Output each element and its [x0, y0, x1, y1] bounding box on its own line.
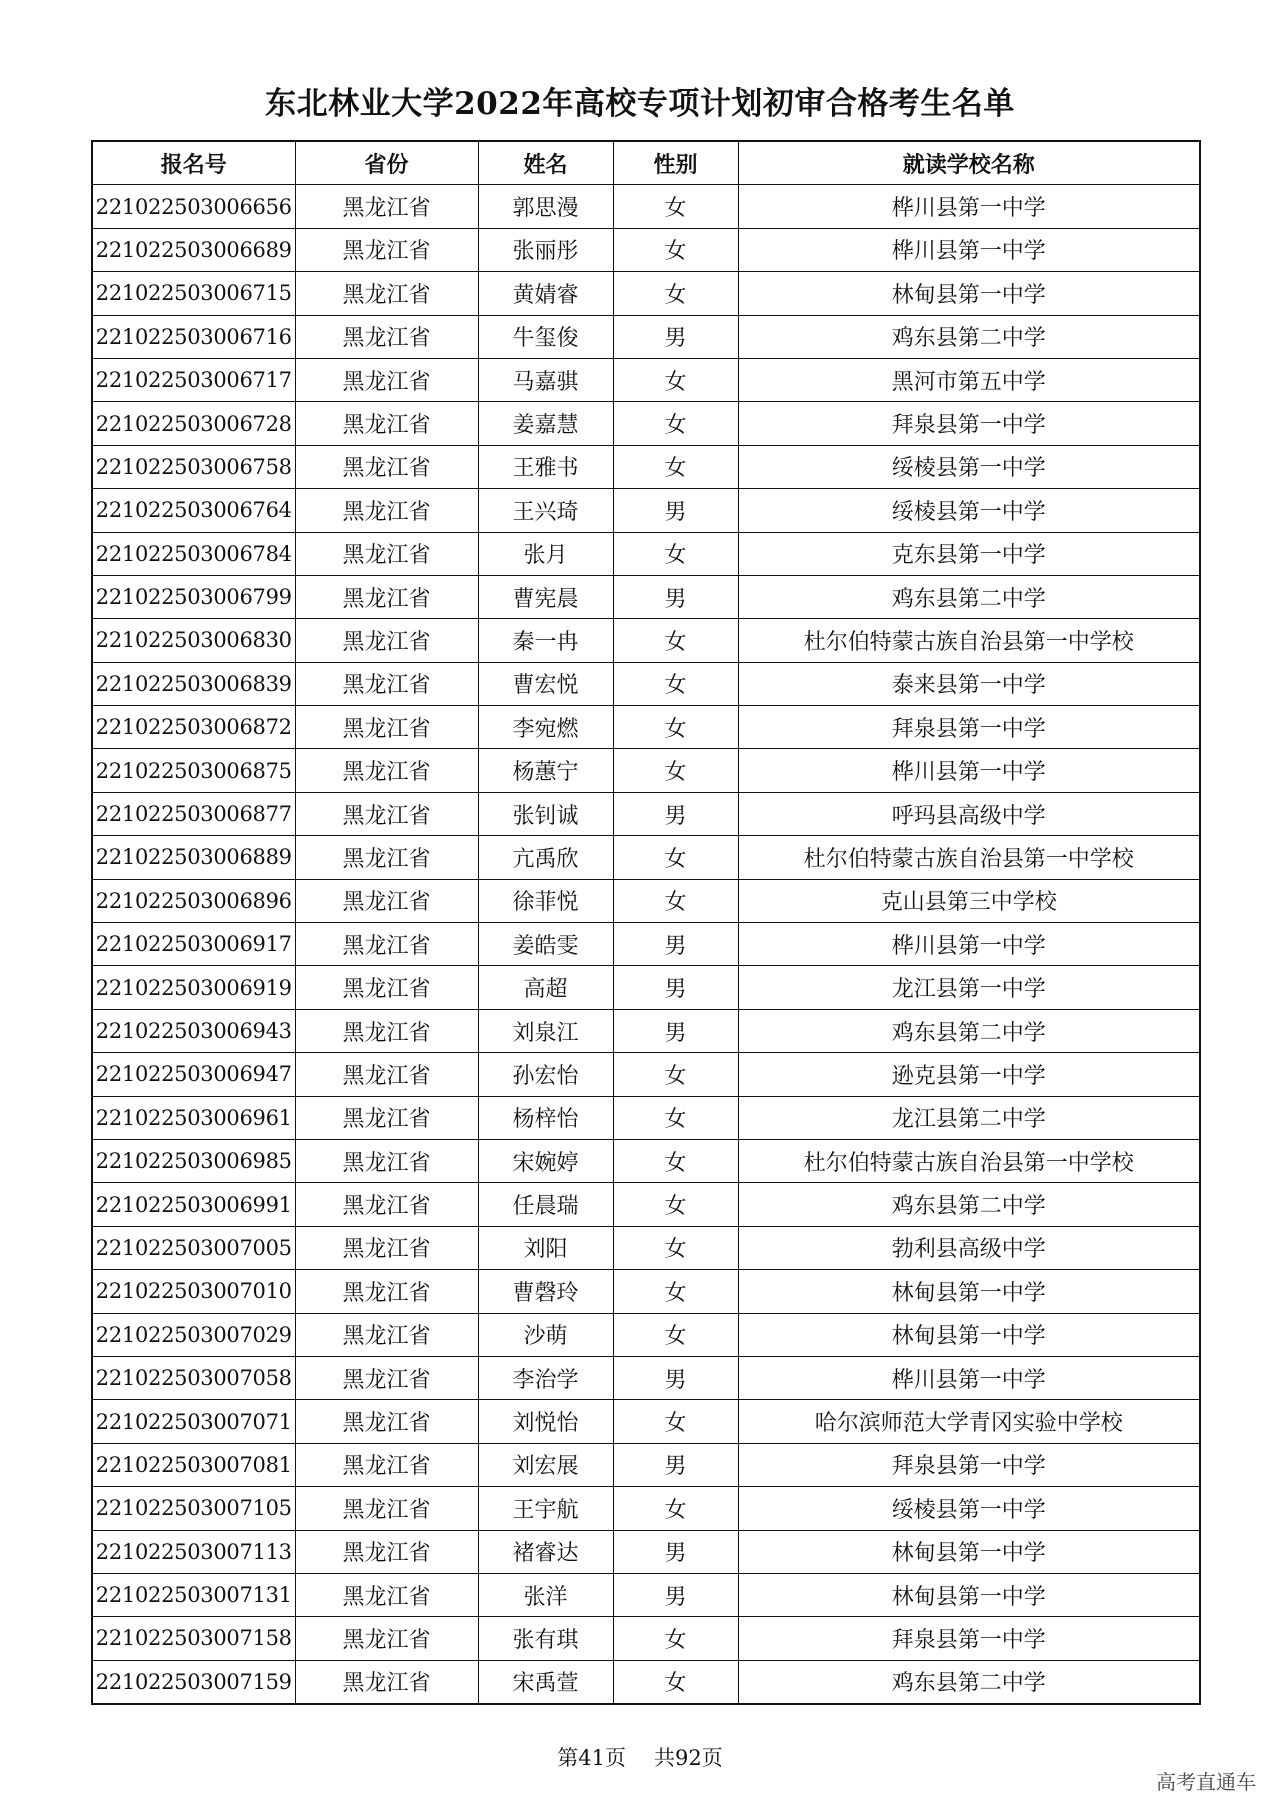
cell-province: 黑龙江省	[295, 966, 478, 1009]
cell-school: 绥棱县第一中学	[738, 489, 1200, 532]
table-row	[92, 1270, 1200, 1313]
cell-province: 黑龙江省	[295, 662, 478, 705]
applicant-table	[91, 140, 1201, 1705]
cell-gender: 女	[613, 185, 738, 228]
cell-registration-number: 221022503006715	[92, 272, 295, 315]
cell-gender: 女	[613, 1226, 738, 1269]
cell-registration-number: 221022503006830	[92, 619, 295, 662]
cell-province: 黑龙江省	[295, 749, 478, 792]
cell-province: 黑龙江省	[295, 1226, 478, 1269]
cell-gender: 女	[613, 1270, 738, 1313]
cell-province: 黑龙江省	[295, 1487, 478, 1530]
header-province: 省份	[295, 141, 478, 185]
cell-province: 黑龙江省	[295, 1400, 478, 1443]
cell-province: 黑龙江省	[295, 575, 478, 618]
cell-gender: 男	[613, 792, 738, 835]
cell-name: 张丽彤	[478, 228, 613, 271]
cell-gender: 女	[613, 1313, 738, 1356]
cell-school: 拜泉县第一中学	[738, 402, 1200, 445]
table-row	[92, 1400, 1200, 1443]
cell-province: 黑龙江省	[295, 1530, 478, 1573]
cell-school: 桦川县第一中学	[738, 228, 1200, 271]
cell-school: 勃利县高级中学	[738, 1226, 1200, 1269]
cell-name: 沙萌	[478, 1313, 613, 1356]
cell-school: 克山县第三中学校	[738, 879, 1200, 922]
cell-gender: 女	[613, 402, 738, 445]
cell-name: 牛玺俊	[478, 315, 613, 358]
cell-registration-number: 221022503007005	[92, 1226, 295, 1269]
cell-province: 黑龙江省	[295, 1270, 478, 1313]
cell-school: 林甸县第一中学	[738, 1270, 1200, 1313]
cell-registration-number: 221022503006947	[92, 1053, 295, 1096]
header-name: 姓名	[478, 141, 613, 185]
table-row	[92, 402, 1200, 445]
cell-school: 哈尔滨师范大学青冈实验中学校	[738, 1400, 1200, 1443]
cell-gender: 男	[613, 1573, 738, 1616]
cell-school: 黑河市第五中学	[738, 358, 1200, 401]
table-row	[92, 706, 1200, 749]
cell-registration-number: 221022503007058	[92, 1356, 295, 1399]
cell-school: 拜泉县第一中学	[738, 1443, 1200, 1486]
cell-name: 孙宏怡	[478, 1053, 613, 1096]
table-row	[92, 272, 1200, 315]
cell-gender: 女	[613, 879, 738, 922]
cell-school: 林甸县第一中学	[738, 1530, 1200, 1573]
cell-school: 桦川县第一中学	[738, 1356, 1200, 1399]
table-row	[92, 1009, 1200, 1052]
header-gender: 性别	[613, 141, 738, 185]
cell-school: 杜尔伯特蒙古族自治县第一中学校	[738, 836, 1200, 879]
cell-gender: 男	[613, 575, 738, 618]
table-row	[92, 1617, 1200, 1660]
table-row	[92, 836, 1200, 879]
cell-school: 桦川县第一中学	[738, 749, 1200, 792]
cell-name: 宋禹萱	[478, 1660, 613, 1704]
cell-province: 黑龙江省	[295, 836, 478, 879]
cell-province: 黑龙江省	[295, 792, 478, 835]
table-row	[92, 662, 1200, 705]
cell-name: 刘泉江	[478, 1009, 613, 1052]
table-row	[92, 185, 1200, 228]
cell-province: 黑龙江省	[295, 619, 478, 662]
cell-name: 王兴琦	[478, 489, 613, 532]
table-row	[92, 489, 1200, 532]
cell-school: 鸡东县第二中学	[738, 575, 1200, 618]
cell-school: 鸡东县第二中学	[738, 1660, 1200, 1704]
page-number: 第41页	[557, 1746, 626, 1770]
cell-school: 呼玛县高级中学	[738, 792, 1200, 835]
cell-province: 黑龙江省	[295, 489, 478, 532]
header-registration-number: 报名号	[92, 141, 295, 185]
cell-registration-number: 221022503007010	[92, 1270, 295, 1313]
cell-name: 张洋	[478, 1573, 613, 1616]
cell-gender: 男	[613, 315, 738, 358]
header-school: 就读学校名称	[738, 141, 1200, 185]
table-body	[92, 185, 1200, 1704]
cell-gender: 女	[613, 706, 738, 749]
cell-province: 黑龙江省	[295, 879, 478, 922]
cell-gender: 女	[613, 1183, 738, 1226]
table-row	[92, 1573, 1200, 1616]
cell-gender: 女	[613, 1660, 738, 1704]
cell-province: 黑龙江省	[295, 1573, 478, 1616]
cell-registration-number: 221022503007131	[92, 1573, 295, 1616]
cell-school: 鸡东县第二中学	[738, 1183, 1200, 1226]
cell-school: 杜尔伯特蒙古族自治县第一中学校	[738, 1139, 1200, 1182]
cell-school: 拜泉县第一中学	[738, 1617, 1200, 1660]
page-total: 共92页	[654, 1746, 723, 1770]
cell-name: 王宇航	[478, 1487, 613, 1530]
cell-province: 黑龙江省	[295, 185, 478, 228]
cell-province: 黑龙江省	[295, 445, 478, 488]
cell-province: 黑龙江省	[295, 706, 478, 749]
cell-province: 黑龙江省	[295, 1356, 478, 1399]
table-row	[92, 1443, 1200, 1486]
cell-name: 曹磬玲	[478, 1270, 613, 1313]
cell-name: 任晨瑞	[478, 1183, 613, 1226]
table-row	[92, 749, 1200, 792]
table-row	[92, 228, 1200, 271]
table-row	[92, 1660, 1200, 1704]
cell-name: 张有琪	[478, 1617, 613, 1660]
cell-registration-number: 221022503006917	[92, 923, 295, 966]
cell-gender: 女	[613, 1400, 738, 1443]
table-row	[92, 575, 1200, 618]
cell-gender: 女	[613, 1487, 738, 1530]
cell-registration-number: 221022503007159	[92, 1660, 295, 1704]
cell-school: 鸡东县第二中学	[738, 1009, 1200, 1052]
cell-gender: 男	[613, 966, 738, 1009]
cell-registration-number: 221022503007071	[92, 1400, 295, 1443]
cell-gender: 女	[613, 1096, 738, 1139]
cell-school: 林甸县第一中学	[738, 1573, 1200, 1616]
cell-gender: 女	[613, 1617, 738, 1660]
cell-gender: 女	[613, 662, 738, 705]
table-row	[92, 1053, 1200, 1096]
cell-school: 拜泉县第一中学	[738, 706, 1200, 749]
cell-school: 绥棱县第一中学	[738, 1487, 1200, 1530]
cell-province: 黑龙江省	[295, 1313, 478, 1356]
cell-school: 克东县第一中学	[738, 532, 1200, 575]
cell-registration-number: 221022503006689	[92, 228, 295, 271]
cell-registration-number: 221022503007113	[92, 1530, 295, 1573]
cell-gender: 女	[613, 445, 738, 488]
cell-registration-number: 221022503006872	[92, 706, 295, 749]
cell-name: 王雅书	[478, 445, 613, 488]
table-row	[92, 1183, 1200, 1226]
cell-gender: 女	[613, 358, 738, 401]
cell-school: 林甸县第一中学	[738, 272, 1200, 315]
table-row	[92, 445, 1200, 488]
cell-registration-number: 221022503006717	[92, 358, 295, 401]
cell-name: 杨蕙宁	[478, 749, 613, 792]
cell-gender: 女	[613, 532, 738, 575]
cell-name: 黄婧睿	[478, 272, 613, 315]
cell-province: 黑龙江省	[295, 358, 478, 401]
cell-registration-number: 221022503006716	[92, 315, 295, 358]
cell-province: 黑龙江省	[295, 1183, 478, 1226]
cell-name: 李治学	[478, 1356, 613, 1399]
cell-name: 曹宪晨	[478, 575, 613, 618]
cell-registration-number: 221022503007105	[92, 1487, 295, 1530]
cell-province: 黑龙江省	[295, 1660, 478, 1704]
table-row	[92, 1139, 1200, 1182]
cell-registration-number: 221022503006985	[92, 1139, 295, 1182]
cell-gender: 女	[613, 272, 738, 315]
cell-school: 龙江县第一中学	[738, 966, 1200, 1009]
page-footer	[0, 1742, 1280, 1772]
cell-gender: 女	[613, 619, 738, 662]
cell-gender: 男	[613, 1530, 738, 1573]
cell-school: 桦川县第一中学	[738, 185, 1200, 228]
cell-name: 杨梓怡	[478, 1096, 613, 1139]
cell-name: 亢禹欣	[478, 836, 613, 879]
cell-name: 徐菲悦	[478, 879, 613, 922]
cell-school: 绥棱县第一中学	[738, 445, 1200, 488]
cell-province: 黑龙江省	[295, 532, 478, 575]
cell-province: 黑龙江省	[295, 1096, 478, 1139]
cell-province: 黑龙江省	[295, 1009, 478, 1052]
cell-name: 李宛燃	[478, 706, 613, 749]
cell-registration-number: 221022503006961	[92, 1096, 295, 1139]
cell-name: 曹宏悦	[478, 662, 613, 705]
cell-school: 林甸县第一中学	[738, 1313, 1200, 1356]
cell-school: 鸡东县第二中学	[738, 315, 1200, 358]
table-row	[92, 879, 1200, 922]
cell-registration-number: 221022503006943	[92, 1009, 295, 1052]
cell-province: 黑龙江省	[295, 315, 478, 358]
cell-name: 姜嘉慧	[478, 402, 613, 445]
cell-gender: 男	[613, 1443, 738, 1486]
cell-province: 黑龙江省	[295, 1139, 478, 1182]
cell-province: 黑龙江省	[295, 1617, 478, 1660]
watermark: 高考直通车	[1156, 1770, 1256, 1794]
cell-name: 高超	[478, 966, 613, 1009]
cell-name: 姜皓雯	[478, 923, 613, 966]
cell-province: 黑龙江省	[295, 1053, 478, 1096]
cell-name: 刘宏展	[478, 1443, 613, 1486]
table-row	[92, 1096, 1200, 1139]
cell-gender: 女	[613, 836, 738, 879]
cell-gender: 男	[613, 1356, 738, 1399]
cell-name: 褚睿达	[478, 1530, 613, 1573]
cell-gender: 男	[613, 923, 738, 966]
cell-registration-number: 221022503007029	[92, 1313, 295, 1356]
cell-gender: 男	[613, 1009, 738, 1052]
cell-registration-number: 221022503007081	[92, 1443, 295, 1486]
cell-gender: 女	[613, 749, 738, 792]
cell-registration-number: 221022503006919	[92, 966, 295, 1009]
table-row	[92, 619, 1200, 662]
cell-name: 刘阳	[478, 1226, 613, 1269]
table-row	[92, 1530, 1200, 1573]
page-title: 东北林业大学2022年高校专项计划初审合格考生名单	[265, 86, 1015, 122]
cell-registration-number: 221022503006889	[92, 836, 295, 879]
cell-registration-number: 221022503006896	[92, 879, 295, 922]
cell-name: 张钊诚	[478, 792, 613, 835]
cell-registration-number: 221022503006877	[92, 792, 295, 835]
table-row	[92, 532, 1200, 575]
cell-school: 桦川县第一中学	[738, 923, 1200, 966]
cell-name: 刘悦怡	[478, 1400, 613, 1443]
cell-registration-number: 221022503006839	[92, 662, 295, 705]
cell-registration-number: 221022503006784	[92, 532, 295, 575]
cell-province: 黑龙江省	[295, 1443, 478, 1486]
cell-registration-number: 221022503006728	[92, 402, 295, 445]
cell-registration-number: 221022503006991	[92, 1183, 295, 1226]
cell-gender: 女	[613, 1053, 738, 1096]
cell-gender: 男	[613, 489, 738, 532]
cell-school: 泰来县第一中学	[738, 662, 1200, 705]
cell-registration-number: 221022503006758	[92, 445, 295, 488]
table-row	[92, 966, 1200, 1009]
cell-school: 龙江县第二中学	[738, 1096, 1200, 1139]
cell-gender: 女	[613, 228, 738, 271]
table-row	[92, 1356, 1200, 1399]
cell-gender: 女	[613, 1139, 738, 1182]
table-row	[92, 1313, 1200, 1356]
cell-registration-number: 221022503006875	[92, 749, 295, 792]
cell-name: 宋婉婷	[478, 1139, 613, 1182]
cell-name: 秦一冉	[478, 619, 613, 662]
cell-registration-number: 221022503006656	[92, 185, 295, 228]
table-row	[92, 358, 1200, 401]
cell-school: 杜尔伯特蒙古族自治县第一中学校	[738, 619, 1200, 662]
cell-name: 张月	[478, 532, 613, 575]
cell-province: 黑龙江省	[295, 272, 478, 315]
cell-registration-number: 221022503006799	[92, 575, 295, 618]
table-row	[92, 923, 1200, 966]
table-row	[92, 792, 1200, 835]
cell-registration-number: 221022503007158	[92, 1617, 295, 1660]
table-header-row	[92, 141, 1200, 185]
cell-province: 黑龙江省	[295, 923, 478, 966]
cell-province: 黑龙江省	[295, 402, 478, 445]
cell-registration-number: 221022503006764	[92, 489, 295, 532]
table-row	[92, 315, 1200, 358]
table-row	[92, 1487, 1200, 1530]
cell-school: 逊克县第一中学	[738, 1053, 1200, 1096]
cell-province: 黑龙江省	[295, 228, 478, 271]
cell-name: 马嘉骐	[478, 358, 613, 401]
cell-name: 郭思漫	[478, 185, 613, 228]
table-row	[92, 1226, 1200, 1269]
